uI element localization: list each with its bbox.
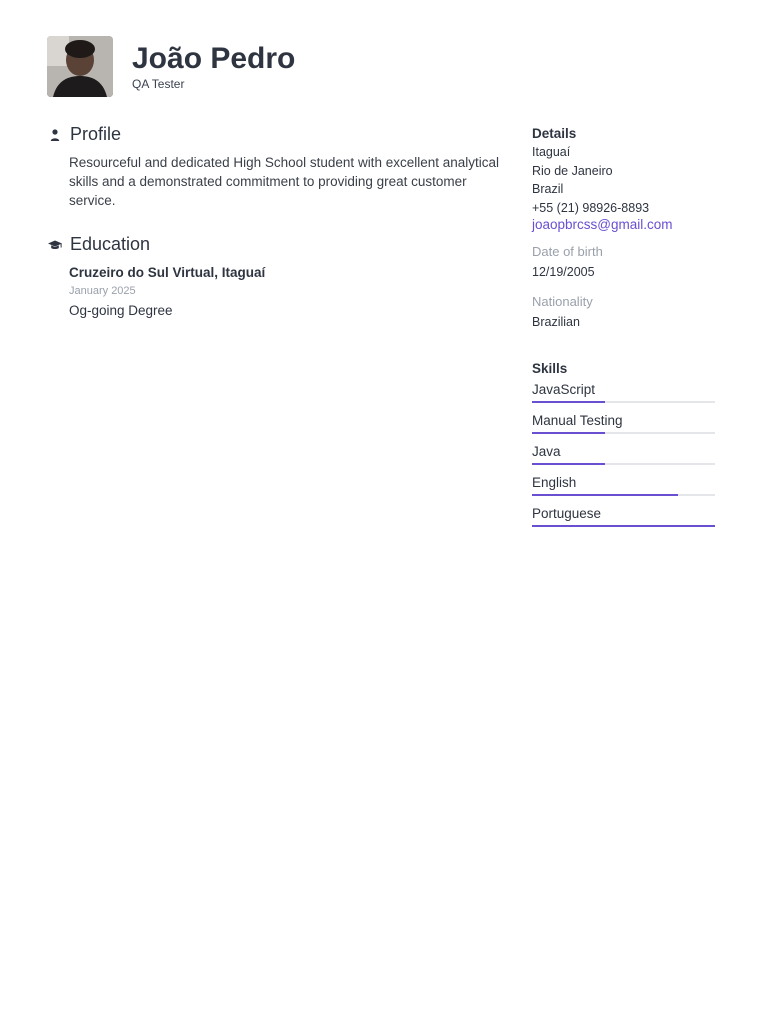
- education-section-header: [47, 234, 150, 255]
- dob-value: 12/19/2005: [532, 265, 595, 279]
- dob-label: Date of birth: [532, 244, 603, 259]
- skill-level-fill: [532, 463, 605, 465]
- skill-level-fill: [532, 432, 605, 434]
- skill-level-fill: [532, 401, 605, 403]
- skill-name: Portuguese: [532, 506, 602, 521]
- skill-name: Java: [532, 444, 561, 459]
- details-title: Details: [532, 126, 577, 141]
- skill-level-bar: [532, 401, 715, 403]
- skill-level-bar: [532, 432, 715, 434]
- details-country: Brazil: [532, 182, 564, 196]
- skill-level-bar: [532, 463, 715, 465]
- details-email-link[interactable]: joaopbrcss@gmail.com: [532, 217, 673, 232]
- graduation-cap-icon: [47, 237, 63, 253]
- skill-level-bar: [532, 525, 715, 527]
- skill-name: English: [532, 475, 577, 490]
- skill-name: JavaScript: [532, 382, 596, 397]
- skills-title: Skills: [532, 361, 568, 376]
- profile-photo: [47, 36, 113, 97]
- nationality-label: Nationality: [532, 293, 593, 309]
- profile-section-header: [47, 124, 121, 145]
- profile-summary: Resourceful and dedicated High School student with excellent analytical skills and a demonstrated commitment to providing great customer service.: [69, 155, 500, 208]
- education-date: January 2025: [69, 285, 136, 297]
- details-state: Rio de Janeiro: [532, 163, 613, 178]
- education-degree: Og-going Degree: [69, 303, 173, 318]
- skill-item: [532, 506, 715, 521]
- skill-level-bar: [532, 494, 715, 496]
- profile-title: Profile: [70, 124, 122, 144]
- skill-item: [532, 444, 715, 459]
- education-title: Education: [70, 234, 151, 254]
- person-icon: [47, 127, 63, 143]
- skill-item: [532, 382, 715, 397]
- candidate-name: João Pedro: [132, 42, 296, 75]
- details-phone: +55 (21) 98926-8893: [532, 200, 650, 215]
- skill-item: [532, 475, 715, 490]
- skill-item: [532, 413, 715, 428]
- details-section: [532, 126, 716, 331]
- skill-level-fill: [532, 525, 715, 527]
- candidate-role: QA Tester: [132, 77, 185, 91]
- nationality-value: Brazilian: [532, 314, 580, 329]
- skill-name: Manual Testing: [532, 413, 623, 428]
- skill-level-fill: [532, 494, 678, 496]
- education-school: Cruzeiro do Sul Virtual, Itaguaí: [69, 265, 266, 280]
- details-city: Itaguaí: [532, 145, 571, 159]
